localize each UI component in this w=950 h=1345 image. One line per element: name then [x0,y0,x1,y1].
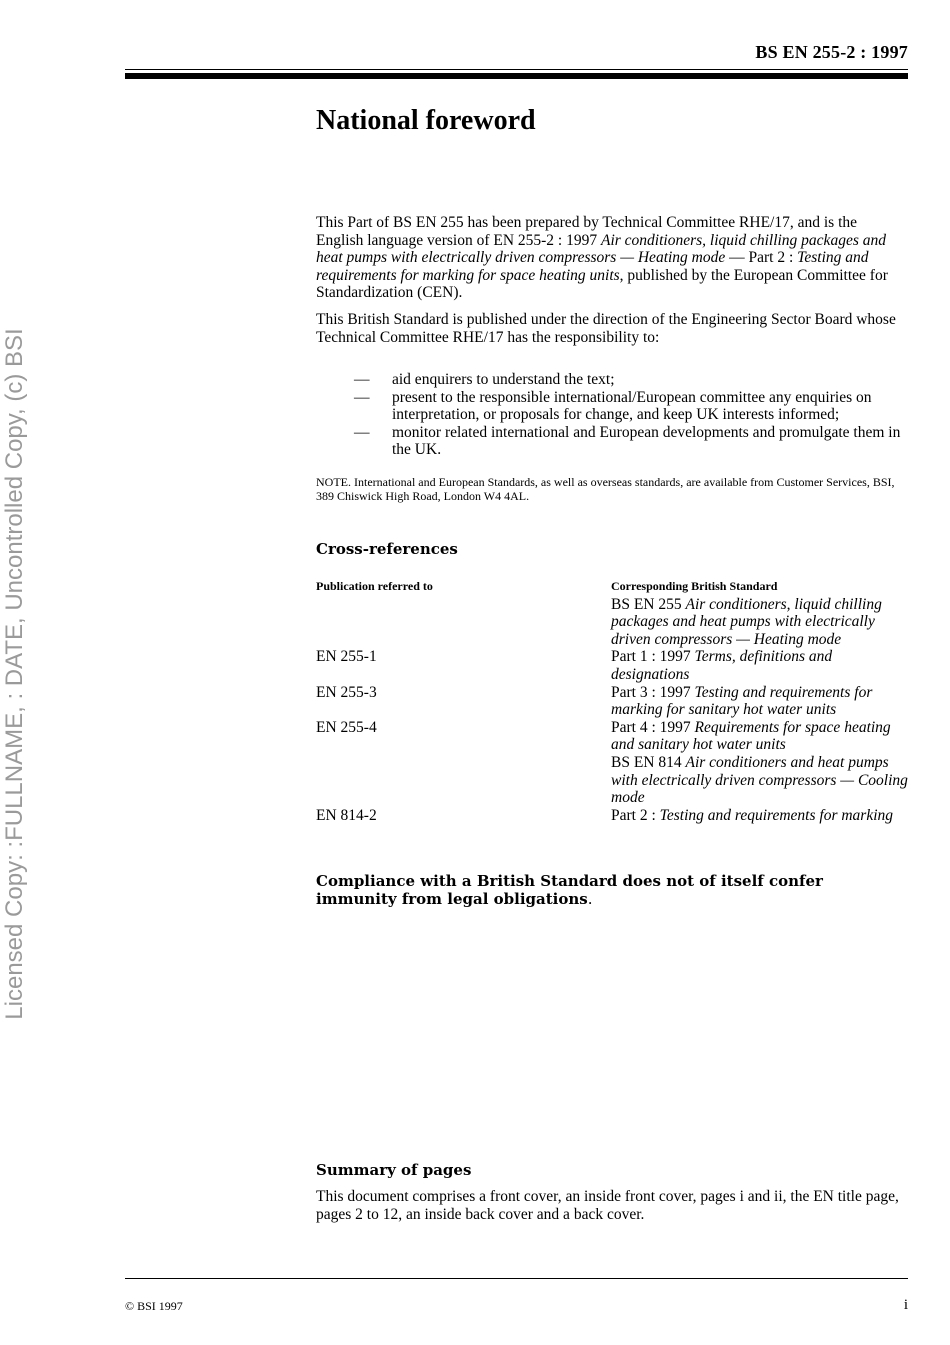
summary-heading: Summary of pages [316,1161,472,1179]
table-header-row [316,578,916,596]
page-number: i [903,1297,908,1313]
list-item: — aid enquirers to understand the text; [354,371,615,388]
table-row: EN 255-3 Part 3 : 1997 Testing and requirements for marking for sanitary hot water units [316,683,873,719]
copyright-notice: © BSI 1997 [125,1299,183,1313]
document-id: BS EN 255-2 : 1997 [755,42,908,62]
responsibility-list [316,371,916,459]
note-text: NOTE. International and European Standards, as well as overseas standards, are available from Customer Services, BSI, 389 Chiswick High Road, London W4 4AL. [316,475,895,503]
header-rule-thin [125,69,908,70]
table-row: EN 255-4 Part 4 : 1997 Requirements for space heating and sanitary hot water units [316,718,891,754]
list-item: — monitor related international and European developments and promulgate them in the UK. [354,423,901,459]
intro-paragraph: This Part of BS EN 255 has been prepared by Technical Committee RHE/17, and is the English language version of EN 255-2 : 1997 Air conditioners, liquid chilling packages and heat pumps with electrically driven compressors — Heating mode — Part 2 : Testing and requirements for marking for space heating units, published by the European Committee for Standardization (CEN). [316,214,888,302]
responsibility-paragraph: This British Standard is published under the direction of the Engineering Sector Board whose Technical Committee RHE/17 has the responsibility to: [316,311,896,346]
column-header-publication: Publication referred to [316,579,433,593]
table-row: EN 255-1 Part 1 : 1997 Terms, definitions and designations [316,648,833,683]
table-row: BS EN 255 Air conditioners, liquid chilling packages and heat pumps with electrically driven compressors — Heating mode [611,595,882,648]
license-watermark: Licensed Copy: :FULLNAME, : DATE, Uncontrolled Copy, (c) BSI [1,328,28,1020]
cross-references-table [316,578,916,824]
table-row: BS EN 814 Air conditioners and heat pumps with electrically driven compressors — Cooling mode [611,753,908,807]
cross-references-heading: Cross-references [316,540,458,558]
column-header-british-standard: Corresponding British Standard [611,579,778,593]
header-rule-thick [125,73,908,79]
page-title: National foreword [316,105,536,136]
table-row: EN 814-2 Part 2 : Testing and requirements for marking [316,806,894,824]
compliance-statement: Compliance with a British Standard does not of itself confer immunity from legal obligations. [316,872,823,908]
summary-text: This document comprises a front cover, an inside front cover, pages i and ii, the EN title page, pages 2 to 12, an inside back cover and a back cover. [316,1188,899,1223]
footer-rule [125,1278,908,1279]
list-item: — present to the responsible international/European committee any enquiries on interpretation, or proposals for change, and keep UK interests informed; [354,388,872,424]
